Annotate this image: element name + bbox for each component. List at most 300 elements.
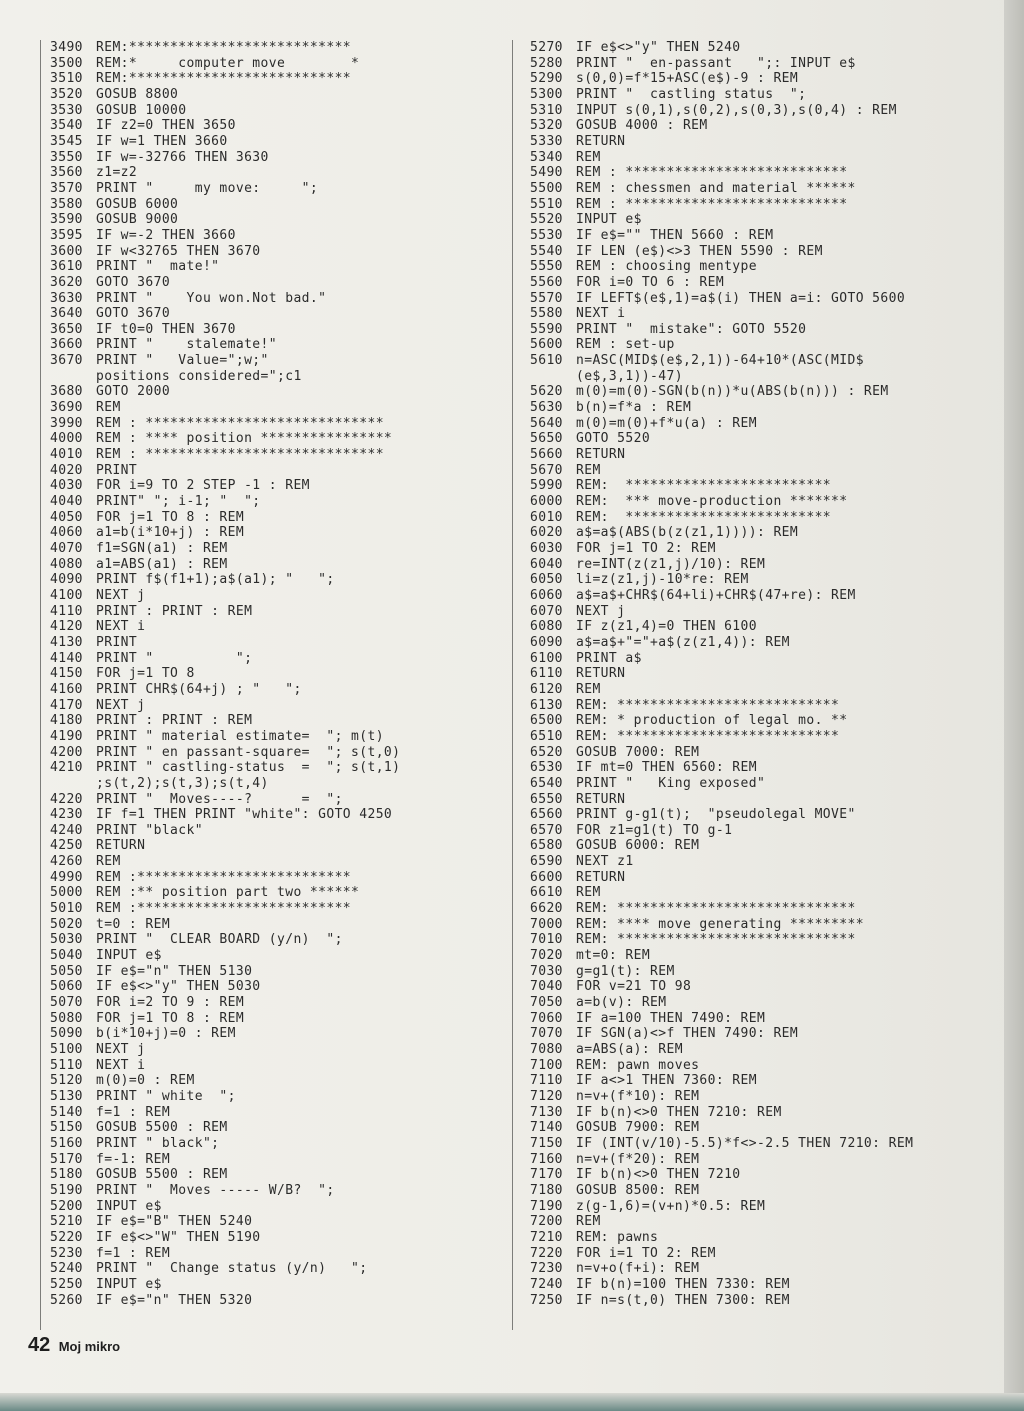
code-line [530,932,1000,948]
code-line [530,541,1000,557]
code-statement: RETURN [576,869,626,885]
code-statement: PRINT " en-passant ";: INPUT e$ [576,55,856,71]
code-statement: GOTO 2000 [96,384,171,400]
code-statement: RETURN [96,838,146,854]
code-line [50,588,500,604]
code-statement: FOR v=21 TO 98 [576,979,692,995]
code-statement: REM : choosing mentype [576,259,757,275]
code-statement: FOR j=1 TO 8 : REM [96,1010,245,1026]
line-number: 5120 [50,1073,83,1089]
line-number: 4160 [50,681,83,697]
code-line [50,572,500,588]
line-number: 5540 [530,243,563,259]
line-number: 6530 [530,760,563,776]
code-statement: REM: ************************* [576,509,832,525]
code-statement: PRINT g-g1(t); "pseudolegal MOVE" [576,807,856,823]
code-line [50,118,500,134]
code-statement: FOR z1=g1(t) TO g-1 [576,822,733,838]
line-number: 3490 [50,40,83,55]
code-line [50,541,500,557]
line-number: 3680 [50,384,83,400]
code-statement: GOSUB 7900: REM [576,1120,700,1136]
code-line [530,259,1000,275]
code-statement: GOTO 3670 [96,306,171,322]
code-line [530,56,1000,72]
code-statement: REM : **** position **************** [96,431,393,447]
code-statement: PRINT " mate!" [96,259,220,275]
code-statement: PRINT " You won.Not bad." [96,290,327,306]
line-number: 6110 [530,666,563,682]
code-statement: li=z(z1,j)-10*re: REM [576,572,749,588]
code-line [530,1277,1000,1293]
line-number: 7160 [530,1151,563,1167]
line-number: 7140 [530,1120,563,1136]
line-number: 5510 [530,196,563,212]
line-number: 7000 [530,916,563,932]
line-number: 5610 [530,353,563,369]
line-number: 5080 [50,1010,83,1026]
code-line [530,134,1000,150]
code-line [50,447,500,463]
line-number: 3560 [50,165,83,181]
code-line [50,494,500,510]
code-line [50,353,500,369]
code-statement: GOSUB 6000 [96,196,179,212]
code-statement: IF a=100 THEN 7490: REM [576,1010,766,1026]
code-line [50,995,500,1011]
code-statement: FOR i=0 TO 6 : REM [576,274,725,290]
code-line [530,40,1000,56]
code-statement: PRINT " castling-status = "; s(t,1) [96,760,401,776]
line-number: 4150 [50,666,83,682]
line-number: 6620 [530,901,563,917]
line-number: 7010 [530,932,563,948]
code-statement: FOR i=1 TO 2: REM [576,1245,716,1261]
code-line [530,150,1000,166]
code-line [530,103,1000,119]
line-number: 5290 [530,71,563,87]
code-line [50,431,500,447]
code-line [530,1011,1000,1027]
code-line [50,525,500,541]
line-number: 6080 [530,619,563,635]
code-line [530,369,1000,385]
code-line [530,698,1000,714]
line-number: 4990 [50,869,83,885]
code-statement: PRINT " "; [96,650,253,666]
code-statement: b(n)=f*a : REM [576,400,692,416]
code-line [50,212,500,228]
code-line [530,1120,1000,1136]
code-statement: GOSUB 7000: REM [576,744,700,760]
code-line [530,165,1000,181]
line-number: 6610 [530,885,563,901]
code-line [530,792,1000,808]
code-line [530,306,1000,322]
line-number: 4110 [50,603,83,619]
code-statement: n=v+o(f+i): REM [576,1261,700,1277]
line-number: 3500 [50,55,83,71]
code-line [530,557,1000,573]
code-statement: IF f=1 THEN PRINT "white": GOTO 4250 [96,807,393,823]
code-statement: PRINT : PRINT : REM [96,713,253,729]
line-number: 5070 [50,995,83,1011]
code-line [530,776,1000,792]
code-line [530,1167,1000,1183]
code-line [530,948,1000,964]
code-line [530,760,1000,776]
code-line [50,384,500,400]
code-line [530,651,1000,667]
code-line [530,666,1000,682]
code-statement: REM :** position part two ****** [96,885,360,901]
code-line [50,635,500,651]
code-line [50,682,500,698]
code-statement: PRINT " Change status (y/n) "; [96,1261,368,1277]
line-number: 3630 [50,290,83,306]
code-statement: PRINT " CLEAR BOARD (y/n) "; [96,932,343,948]
line-number: 5040 [50,948,83,964]
code-statement: FOR j=1 TO 2: REM [576,541,716,556]
line-number: 4050 [50,509,83,525]
line-number: 5200 [50,1198,83,1214]
line-number: 3690 [50,400,83,416]
code-statement: GOSUB 4000 : REM [576,118,708,134]
line-number: 7130 [530,1104,563,1120]
code-line [50,979,500,995]
code-statement: PRINT " material estimate= "; m(t) [96,728,384,744]
right-code-column [530,40,1000,1308]
code-statement: REM [576,462,601,478]
line-number: 5300 [530,86,563,102]
code-statement: IF w<32765 THEN 3670 [96,243,261,259]
code-statement: IF b(n)<>0 THEN 7210 [576,1167,741,1183]
code-line [530,995,1000,1011]
code-statement: IF SGN(a)<>f THEN 7490: REM [576,1026,799,1042]
code-statement: REM: *************************** [576,728,840,744]
code-statement: REM:*************************** [96,40,352,55]
line-number: 5160 [50,1135,83,1151]
code-statement: GOSUB 5500 : REM [96,1120,228,1136]
line-number: 5140 [50,1104,83,1120]
line-number: 7150 [530,1135,563,1151]
code-line [50,870,500,886]
line-number: 3660 [50,337,83,353]
code-statement: GOSUB 6000: REM [576,838,700,854]
code-line [530,525,1000,541]
line-number: 4140 [50,650,83,666]
code-statement: a$=a$+CHR$(64+li)+CHR$(47+re): REM [576,587,856,603]
line-number: 5150 [50,1120,83,1136]
code-statement: REM [576,681,601,697]
code-statement: REM [576,149,601,165]
line-number: 6010 [530,509,563,525]
line-number: 4060 [50,525,83,541]
code-statement: a1=b(i*10+j) : REM [96,525,245,541]
code-statement: NEXT j [96,1042,146,1057]
line-number: 5330 [530,133,563,149]
code-statement: b(i*10+j)=0 : REM [96,1026,236,1042]
line-number: 3595 [50,227,83,243]
code-statement: IF mt=0 THEN 6560: REM [576,760,757,776]
code-line [50,275,500,291]
line-number: 5520 [530,212,563,228]
code-statement: GOTO 3670 [96,274,171,290]
code-line [530,1230,1000,1246]
code-statement: g=g1(t): REM [576,963,675,979]
line-number: 6050 [530,572,563,588]
code-line [530,71,1000,87]
line-number: 4210 [50,760,83,776]
code-line [530,901,1000,917]
line-number: 4240 [50,822,83,838]
code-statement: NEXT j [96,697,146,713]
code-line [50,197,500,213]
line-number: 5320 [530,118,563,134]
code-line [50,306,500,322]
code-line [530,682,1000,698]
line-number: 6100 [530,650,563,666]
line-number: 6060 [530,587,563,603]
code-line [50,1105,500,1121]
code-statement: IF e$="n" THEN 5130 [96,963,253,979]
code-line [50,1089,500,1105]
line-number: 4170 [50,697,83,713]
code-line [50,134,500,150]
code-statement: IF z2=0 THEN 3650 [96,118,236,134]
code-statement: PRINT CHR$(64+j) ; " "; [96,681,302,697]
line-number: 3510 [50,71,83,87]
code-statement: GOSUB 8800 [96,86,179,102]
code-line [530,1026,1000,1042]
line-number: 7020 [530,948,563,964]
line-number: 4220 [50,791,83,807]
code-line [530,1199,1000,1215]
code-line [530,478,1000,494]
code-line [530,118,1000,134]
code-line [530,1293,1000,1309]
line-number: 3610 [50,259,83,275]
line-number: 5220 [50,1229,83,1245]
code-statement: INPUT e$ [96,1276,162,1292]
code-statement: GOSUB 5500 : REM [96,1167,228,1183]
code-line [530,1152,1000,1168]
line-number: 6570 [530,822,563,838]
code-line [530,510,1000,526]
line-number: 5590 [530,321,563,337]
code-statement: t=0 : REM [96,916,171,932]
line-number: 7220 [530,1245,563,1261]
code-statement: m(0)=m(0)-SGN(b(n))*u(ABS(b(n))) : REM [576,384,889,400]
code-line [50,1120,500,1136]
code-statement: IF t0=0 THEN 3670 [96,321,236,337]
line-number: 7230 [530,1261,563,1277]
code-statement: f1=SGN(a1) : REM [96,541,228,556]
line-number: 3540 [50,118,83,134]
code-continuation: (e$,3,1))-47) [576,368,683,384]
code-statement: NEXT i [96,619,146,635]
code-line [530,1261,1000,1277]
line-number: 5640 [530,415,563,431]
code-line [50,1199,500,1215]
column-divider-rule [512,40,513,1330]
code-line [50,1277,500,1293]
scan-bottom-edge [0,1393,1024,1411]
code-statement: FOR i=9 TO 2 STEP -1 : REM [96,478,310,494]
code-line [50,510,500,526]
line-number: 4080 [50,556,83,572]
line-number: 4000 [50,431,83,447]
line-number: 5490 [530,165,563,181]
code-line [530,322,1000,338]
line-number: 3550 [50,149,83,165]
code-statement: IF LEN (e$)<>3 THEN 5590 : REM [576,243,823,259]
code-line [50,1011,500,1027]
code-line [530,838,1000,854]
code-line [50,760,500,776]
line-number: 5210 [50,1214,83,1230]
code-line [530,463,1000,479]
line-number: 3590 [50,212,83,228]
code-statement: GOSUB 8500: REM [576,1182,700,1198]
code-line [530,197,1000,213]
code-line [50,917,500,933]
code-statement: IF e$="" THEN 5660 : REM [576,227,774,243]
code-statement: n=v+(f*20): REM [576,1151,700,1167]
code-line [50,1073,500,1089]
line-number: 6120 [530,681,563,697]
code-line [50,150,500,166]
code-statement: IF e$="n" THEN 5320 [96,1292,253,1308]
code-line [50,1042,500,1058]
code-statement: INPUT e$ [576,212,642,228]
code-statement: IF e$<>"y" THEN 5030 [96,979,261,995]
code-line [50,40,500,56]
code-statement: RETURN [576,666,626,682]
line-number: 5310 [530,102,563,118]
line-number: 5190 [50,1182,83,1198]
code-statement: z1=z2 [96,165,138,181]
line-number: 5500 [530,180,563,196]
code-line [50,713,500,729]
code-line [50,604,500,620]
code-line [530,572,1000,588]
code-statement: PRINT " Moves----? = "; [96,791,343,807]
code-statement: NEXT j [576,603,626,619]
line-number: 4180 [50,713,83,729]
line-number: 4020 [50,462,83,478]
code-line [530,964,1000,980]
page-number: 42 [28,1334,51,1356]
code-statement: REM [96,854,121,870]
line-number: 5170 [50,1151,83,1167]
code-statement: PRINT f$(f1+1);a$(a1); " "; [96,572,335,588]
code-statement: INPUT s(0,1),s(0,2),s(0,3),s(0,4) : REM [576,102,897,118]
code-statement: a=b(v): REM [576,995,667,1011]
code-statement: f=1 : REM [96,1104,171,1120]
code-statement: NEXT i [96,1057,146,1073]
code-line [50,1136,500,1152]
code-line [530,87,1000,103]
code-statement: REM: ***************************** [576,901,856,917]
code-statement: re=INT(z(z1,j)/10): REM [576,556,766,572]
line-number: 3990 [50,415,83,431]
line-number: 7070 [530,1026,563,1042]
line-number: 3580 [50,196,83,212]
line-number: 5990 [530,478,563,494]
line-number: 7100 [530,1057,563,1073]
line-number: 4260 [50,854,83,870]
code-statement: PRINT " King exposed" [576,775,766,791]
code-statement: IF b(n)=100 THEN 7330: REM [576,1276,790,1292]
line-number: 7250 [530,1292,563,1308]
line-number: 5530 [530,227,563,243]
code-line [50,698,500,714]
left-code-column [50,40,500,1308]
code-statement: REM :************************** [96,869,352,885]
code-line [50,322,500,338]
line-number: 5060 [50,979,83,995]
line-number: 3570 [50,180,83,196]
code-statement: RETURN [576,447,626,463]
code-line [50,557,500,573]
code-statement: INPUT e$ [96,1198,162,1214]
line-number: 3520 [50,86,83,102]
line-number: 6500 [530,713,563,729]
code-line [50,369,500,385]
code-line [530,1105,1000,1121]
code-line [50,337,500,353]
code-line [530,745,1000,761]
line-number: 5230 [50,1245,83,1261]
code-continuation: ;s(t,2);s(t,3);s(t,4) [96,775,269,791]
magazine-name: Moj mikro [58,1339,121,1354]
code-line [530,291,1000,307]
left-margin-rule [40,40,41,1330]
code-statement: INPUT e$ [96,948,162,964]
code-statement: REM: * production of legal mo. ** [576,713,848,729]
code-line [50,1167,500,1183]
code-statement: REM : ***************************** [96,415,384,431]
code-statement: RETURN [576,791,626,807]
code-line [50,745,500,761]
code-line [50,948,500,964]
line-number: 5050 [50,963,83,979]
line-number: 6000 [530,494,563,510]
code-line [530,713,1000,729]
code-line [50,666,500,682]
line-number: 5660 [530,447,563,463]
line-number: 5270 [530,40,563,55]
line-number: 3640 [50,306,83,322]
line-number: 3650 [50,321,83,337]
code-statement: IF w=-32766 THEN 3630 [96,149,269,165]
code-statement: n=ASC(MID$(e$,2,1))-64+10*(ASC(MID$ [576,353,864,369]
code-statement: IF LEFT$(e$,1)=a$(i) THEN a=i: GOTO 5600 [576,290,906,306]
line-number: 7200 [530,1214,563,1230]
line-number: 5550 [530,259,563,275]
line-number: 6090 [530,634,563,650]
code-statement: s(0,0)=f*15+ASC(e$)-9 : REM [576,71,799,87]
code-statement: REM: pawns [576,1229,659,1245]
line-number: 5670 [530,462,563,478]
code-line [50,416,500,432]
line-number: 6070 [530,603,563,619]
code-statement: PRINT " en passant-square= "; s(t,0) [96,744,401,760]
line-number: 5090 [50,1026,83,1042]
code-statement: REM:* computer move * [96,55,360,71]
code-line [50,56,500,72]
